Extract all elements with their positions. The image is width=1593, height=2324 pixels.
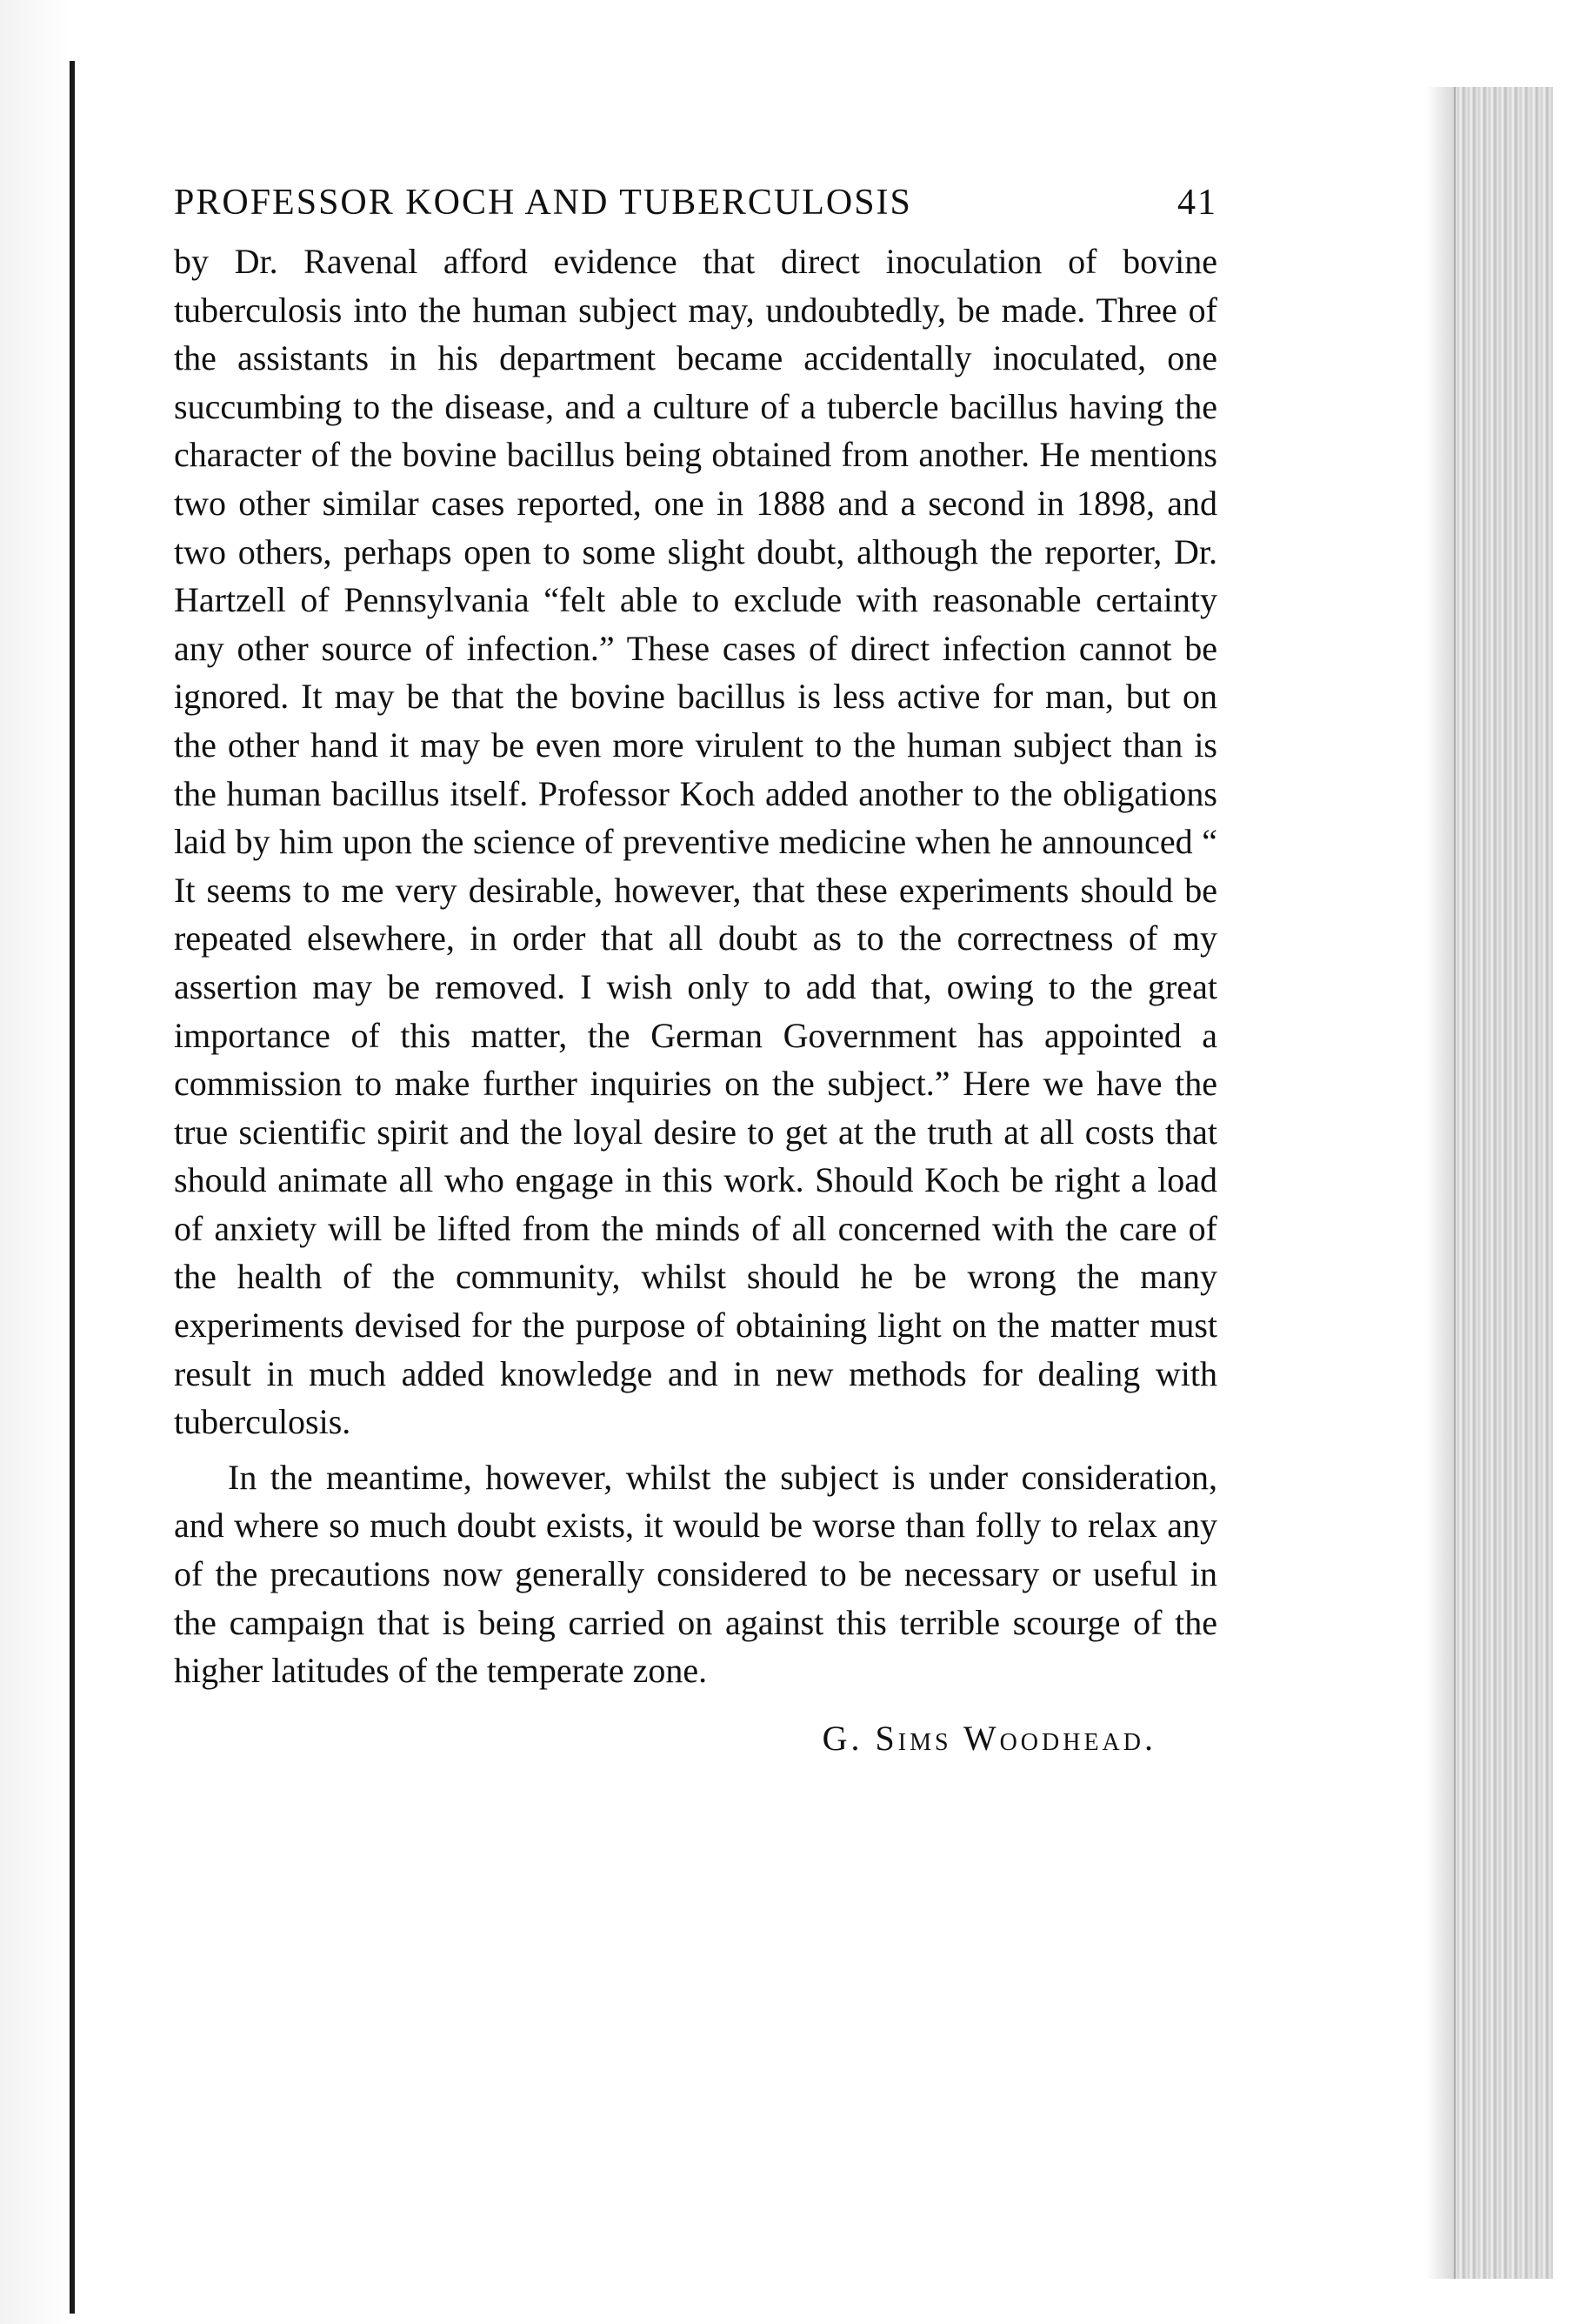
running-head (174, 178, 1217, 227)
page-stack-edge (1454, 87, 1553, 2279)
paragraph-continued: by Dr. Ravenal afford evidence that direct inoculation of bovine tuberculosis into the human subject may, undoubtedly, be made. Three of the assistants in his department became accidentally inoculated, one succumbing to the disease, and a culture of a tubercle bacillus having the character of the bovine bacillus being obtained from another. He mentions two other similar cases reported, one in 1888 and a second in 1898, and two others, perhaps open to some slight doubt, although the reporter, Dr. Hartzell of Pennsylvania “felt able to exclude with reasonable certainty any other source of infection.” These cases of direct infection cannot be ignored. It may be that the bovine bacillus is less active for man, but on the other hand it may be even more virulent to the human subject than is the human bacillus itself. Professor Koch added another to the obligations laid by him upon the science of preventive medicine when he announced “ It seems to me very desirable, however, that these experiments should be repeated elsewhere, in order that all doubt as to the correctness of my assertion may be removed. I wish only to add that, owing to the great importance of this matter, the German Government has appointed a commission to make further inquiries on the subject.” Here we have the true scientific spirit and the loyal desire to get at the truth at all costs that should animate all who engage in this work. Should Koch be right a load of anxiety will be lifted from the minds of all concerned with the care of the health of the community, whilst should he be wrong the many experiments devised for the purpose of obtaining light on the matter must result in much added knowledge and in new methods for dealing with tuberculosis. (174, 242, 1217, 1442)
running-title: PROFESSOR KOCH AND TUBERCULOSIS (174, 183, 912, 223)
book-gutter-edge (70, 61, 75, 2314)
gutter-shadow (0, 0, 70, 2324)
page-edge-shadow (1426, 87, 1456, 2279)
paragraph: In the meantime, however, whilst the subject is under consideration, and where so much doubt exists, it would be worse than folly to relax any of the precautions now generally considered to be necessary or useful in the campaign that is being carried on against this terrible scourge of the higher latitudes of the temperate zone. (174, 1457, 1217, 1691)
page-content (174, 178, 1217, 1759)
page-number: 41 (1177, 183, 1217, 223)
body-text (174, 237, 1217, 1695)
author-signature: G. Sims Woodhead. (822, 1718, 1156, 1758)
